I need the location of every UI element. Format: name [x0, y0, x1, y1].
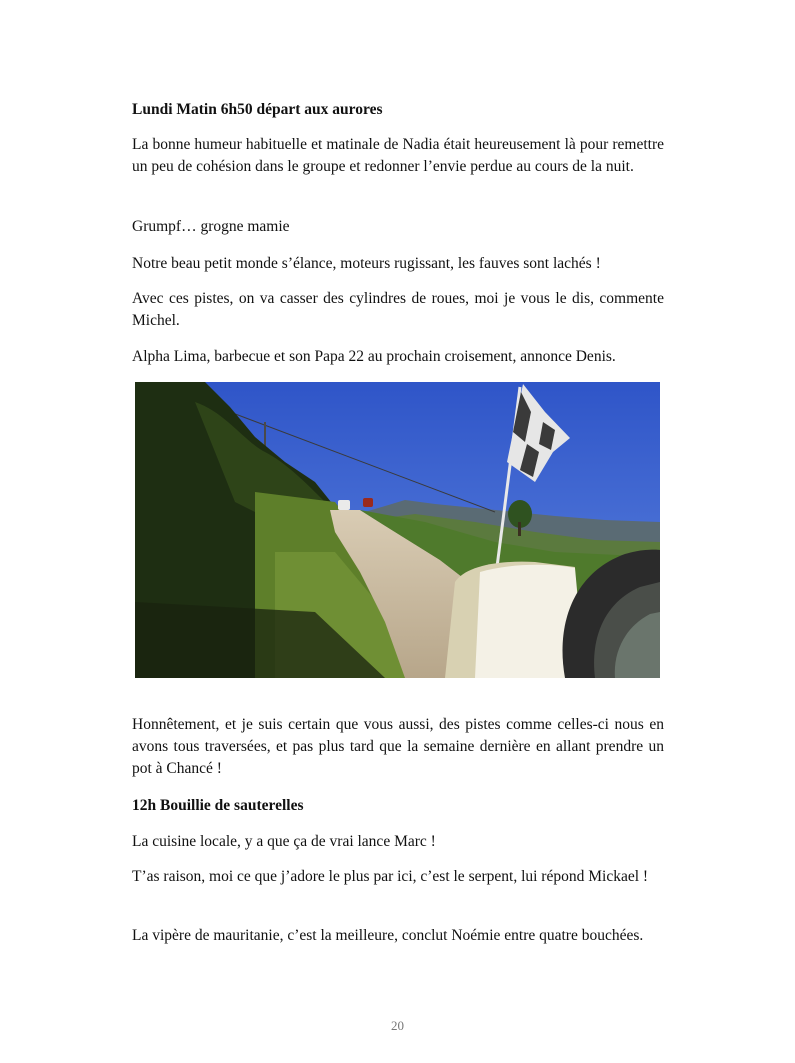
section-heading-noon: 12h Bouillie de sauterelles: [132, 797, 304, 814]
paragraph-marc: La cuisine locale, y a que ça de vrai lance Marc !: [132, 833, 436, 850]
paragraph-grumpf: Grumpf… grogne mamie: [132, 218, 290, 235]
paragraph-nadia: La bonne humeur habituelle et matinale de Nadia était heureusement là pour remettre un peu de cohésion dans le groupe et redonner l’envie perdue au cours de la nuit.: [132, 136, 664, 175]
page-number: 20: [391, 1018, 404, 1033]
paragraph-denis: Alpha Lima, barbecue et son Papa 22 au prochain croisement, annonce Denis.: [132, 348, 616, 365]
paragraph-noemie: La vipère de mauritanie, c’est la meilleure, conclut Noémie entre quatre bouchées.: [132, 927, 644, 944]
paragraph-honnetement: Honnêtement, et je suis certain que vous aussi, des pistes comme celles-ci nous en avons tous traversées, et pas plus tard que la semaine dernière en allant prendre un pot à Chancé !: [132, 716, 664, 777]
rally-track-photo: [135, 382, 660, 678]
paragraph-michel: Avec ces pistes, on va casser des cylindres de roues, moi je vous le dis, commente Michel.: [132, 290, 664, 329]
paragraph-depart: Notre beau petit monde s’élance, moteurs rugissant, les fauves sont lachés !: [132, 255, 601, 272]
paragraph-mickael: T’as raison, moi ce que j’adore le plus par ici, c’est le serpent, lui répond Mickael !: [132, 868, 649, 885]
section-heading-morning: Lundi Matin 6h50 départ aux aurores: [132, 101, 383, 118]
